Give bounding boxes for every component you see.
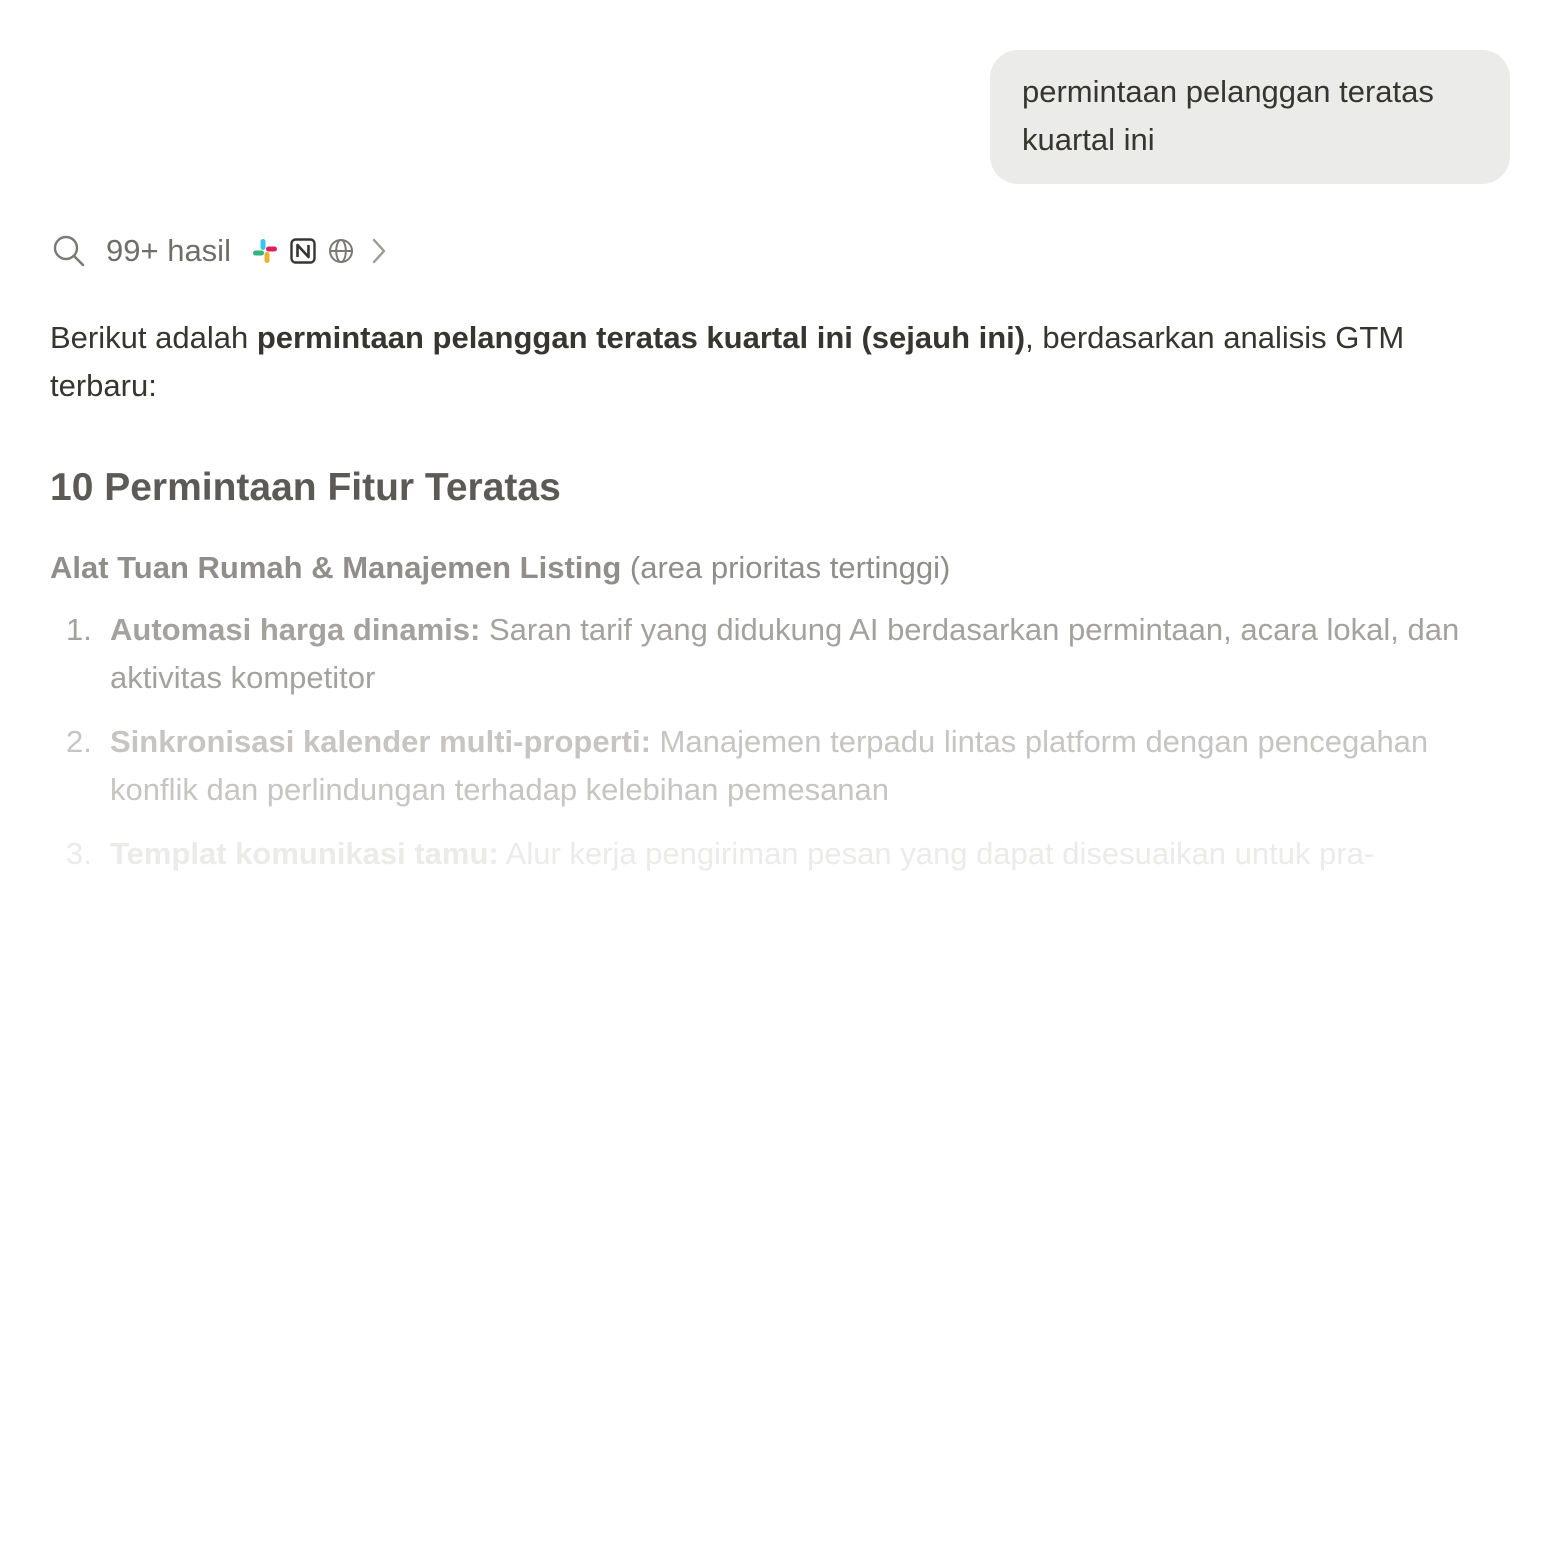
notion-icon bbox=[289, 237, 317, 265]
intro-prefix: Berikut adalah bbox=[50, 320, 257, 355]
list-item-number: 1. bbox=[66, 612, 92, 647]
intro-suffix: , berdasarkan analisis GTM terbaru: bbox=[50, 320, 1405, 403]
chevron-right-icon[interactable] bbox=[369, 236, 389, 266]
list-item-title: Automasi harga dinamis: bbox=[110, 612, 481, 647]
response-intro bbox=[50, 314, 1470, 410]
search-icon bbox=[52, 234, 86, 268]
section-heading: 10 Permintaan Fitur Teratas bbox=[50, 466, 561, 509]
globe-icon bbox=[327, 237, 355, 265]
list-item-description: Alur kerja pengiriman pesan yang dapat disesuaikan untuk pra- bbox=[498, 836, 1375, 871]
list-item-number: 3. bbox=[66, 836, 92, 871]
intro-bold: permintaan pelanggan teratas kuartal ini (sejauh ini) bbox=[256, 320, 1026, 355]
user-message-bubble bbox=[990, 50, 1510, 184]
results-count: 99+ hasil bbox=[106, 233, 231, 268]
search-results-summary[interactable] bbox=[52, 226, 389, 276]
list-item-title: Templat komunikasi tamu: bbox=[110, 836, 499, 871]
list-item-description: Manajemen terpadu lintas platform dengan pencegahan konflik dan perlindungan terhadap kelebihan pemesanan bbox=[110, 724, 1429, 807]
list-item-description: Saran tarif yang didukung AI berdasarkan permintaan, acara lokal, dan aktivitas kompetitor bbox=[110, 612, 1460, 695]
list-item bbox=[50, 718, 1470, 814]
category-line bbox=[50, 544, 1470, 592]
list-item bbox=[50, 830, 1470, 878]
assistant-response bbox=[50, 314, 1470, 894]
slack-icon bbox=[251, 237, 279, 265]
category-note: (area prioritas tertinggi) bbox=[621, 550, 951, 585]
category-title: Alat Tuan Rumah & Manajemen Listing bbox=[50, 550, 622, 585]
list-item bbox=[50, 606, 1470, 702]
list-item-number: 2. bbox=[66, 724, 92, 759]
list-item-title: Sinkronisasi kalender multi-properti: bbox=[110, 724, 651, 759]
user-message-text: permintaan pelanggan teratas kuartal ini bbox=[1022, 74, 1434, 157]
feature-request-list bbox=[50, 606, 1470, 878]
